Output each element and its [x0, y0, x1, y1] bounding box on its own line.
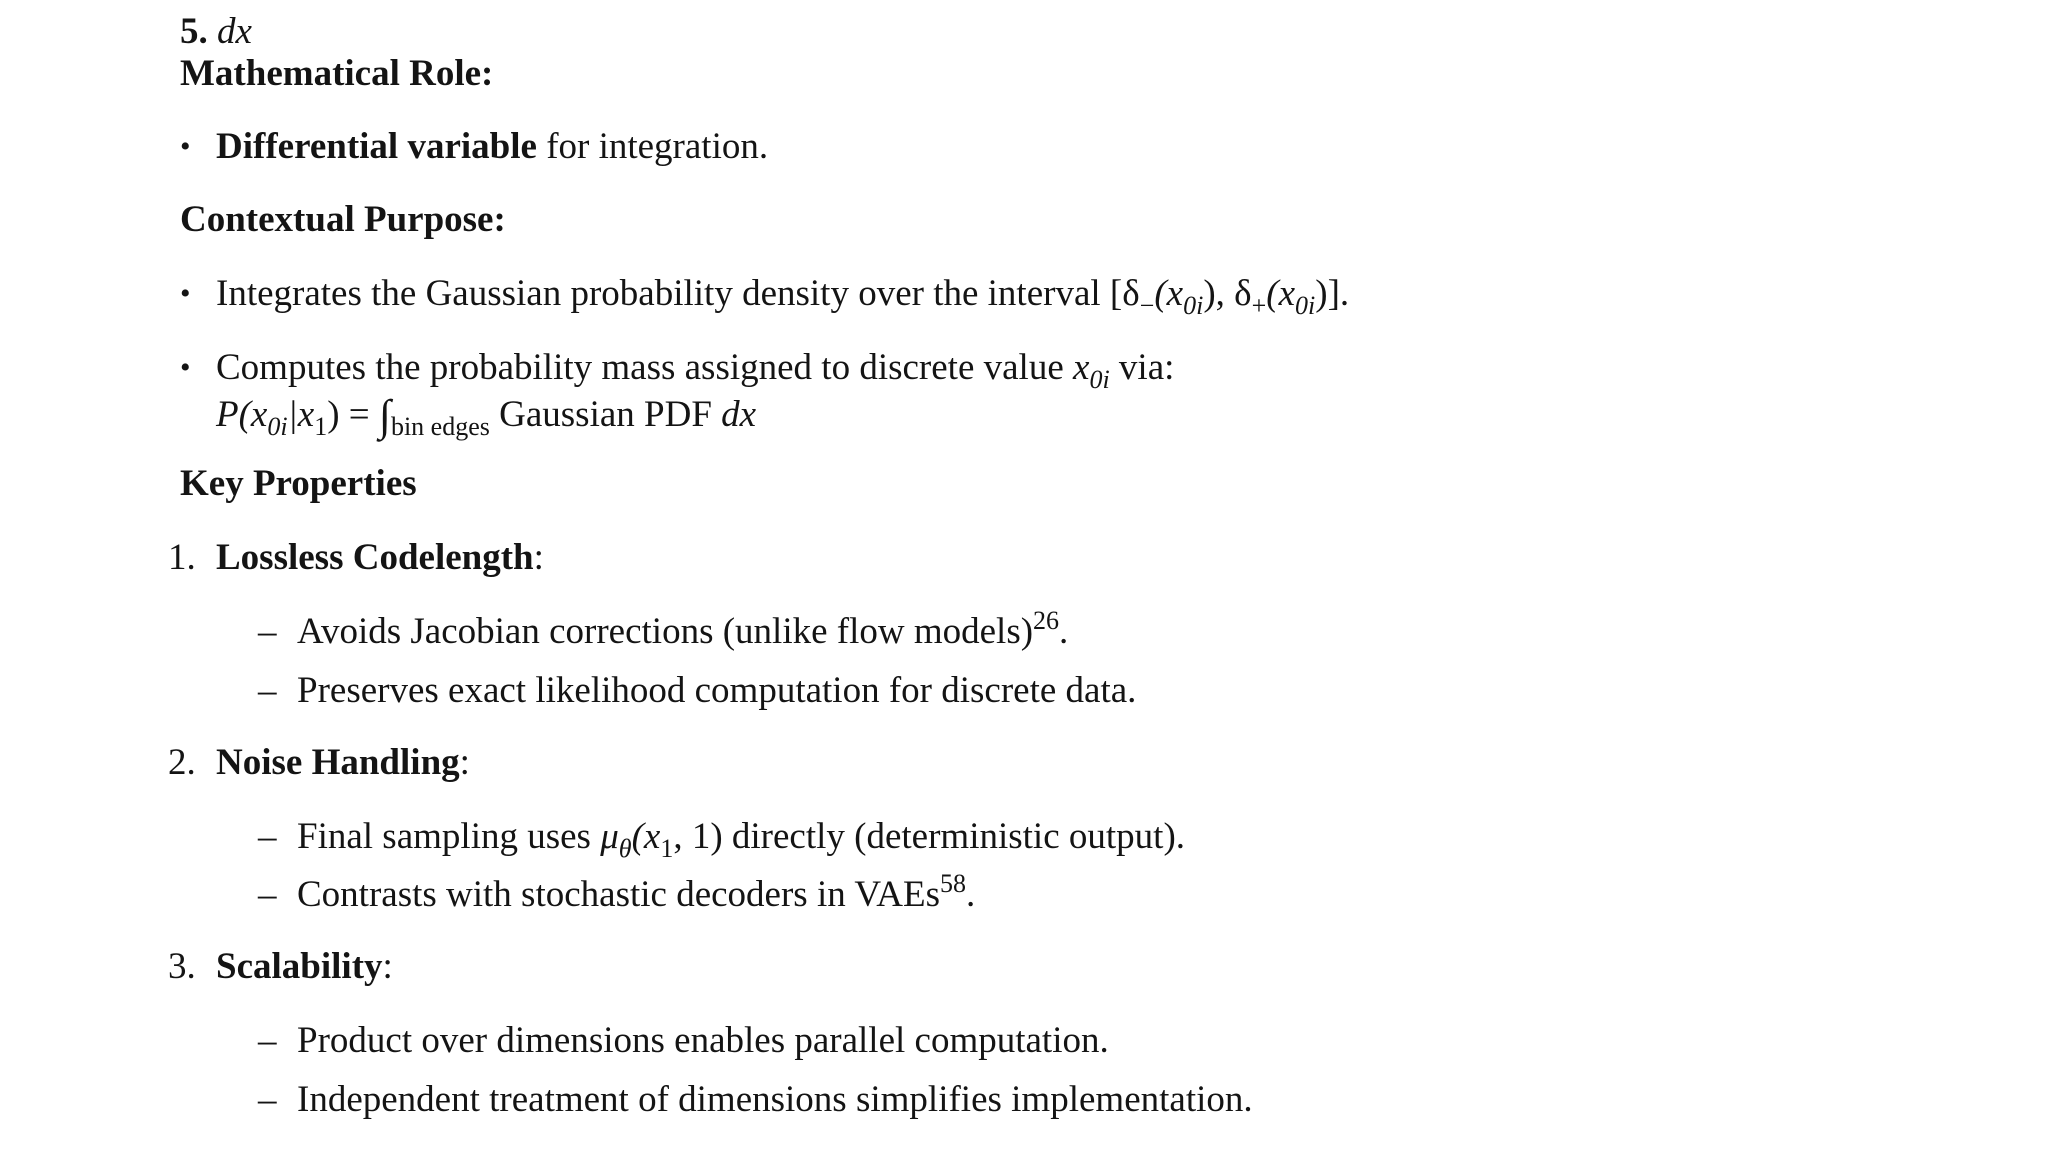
subscript: 0i [1089, 365, 1110, 394]
sub-text: Contrasts with stochastic decoders in VAEs [297, 874, 940, 915]
theta-subscript: θ [618, 834, 632, 863]
bullet-marker: • [180, 351, 191, 384]
math-role-title: Mathematical Role: [180, 53, 494, 94]
section-number: 5. [180, 11, 208, 52]
item-colon: : [459, 742, 470, 783]
item-colon: : [533, 537, 544, 578]
sub-text: Final sampling uses [297, 816, 601, 857]
item-2-sub-1 [297, 815, 1185, 862]
context-bullet-1 [216, 272, 1349, 319]
bullet-marker: • [180, 277, 191, 310]
delta-minus: − [1139, 291, 1155, 320]
math-role-bullet [216, 125, 768, 169]
variable: x [1073, 347, 1090, 388]
item-title: Noise Handling [216, 742, 460, 783]
item-number: 1. [168, 537, 196, 578]
item-title: Lossless Codelength [216, 537, 534, 578]
dash-marker: – [258, 611, 277, 652]
item-2-sub-2 [297, 869, 976, 920]
section-heading [180, 10, 252, 54]
sub-text-post: directly (deterministic output). [722, 816, 1186, 857]
dash-marker: – [258, 874, 277, 915]
arg-open: (x [1266, 273, 1296, 314]
integral-limits: bin edges [390, 412, 490, 441]
mu-args-end: , 1) [673, 816, 723, 857]
sub-text: Avoids Jacobian corrections (unlike flow models) [297, 611, 1034, 652]
item-number: 3. [168, 946, 196, 987]
bullet-marker: • [180, 130, 191, 163]
item-colon: : [382, 946, 393, 987]
dash-marker: – [258, 1079, 277, 1120]
formula-rest: Gaussian PDF [489, 394, 722, 435]
arg-open: (x [1154, 273, 1184, 314]
item-3-sub-1: Product over dimensions enables parallel computation. [297, 1020, 1109, 1061]
subscript: 0i [1183, 291, 1204, 320]
subscript: 1 [660, 834, 674, 863]
mu-symbol: μ [600, 816, 619, 857]
sub-end: . [1059, 611, 1069, 652]
context-bullet-2 [216, 346, 1174, 393]
context-bullet-2-end: via: [1109, 347, 1175, 388]
item-title: Scalability [216, 946, 383, 987]
formula-dx: dx [721, 394, 757, 435]
item-number: 2. [168, 742, 196, 783]
math-role-bold: Differential variable [216, 126, 537, 167]
formula-cond: |x [287, 394, 315, 435]
section-symbol: dx [217, 11, 252, 52]
integral-sign: ∫ [378, 391, 391, 440]
context-bullet-2-text: Computes the probability mass assigned to discrete value [216, 347, 1073, 388]
arg-sep: ), δ [1203, 273, 1252, 314]
mu-args: (x [631, 816, 661, 857]
context-title: Contextual Purpose: [180, 199, 506, 240]
key-properties-title: Key Properties [180, 463, 417, 504]
sub-end: . [965, 874, 976, 915]
item-3-title [216, 945, 393, 989]
dash-marker: – [258, 816, 277, 857]
item-1-title [216, 536, 544, 580]
citation: 58 [939, 869, 966, 898]
dash-marker: – [258, 670, 277, 711]
item-3-sub-2: Independent treatment of dimensions simplifies implementation. [297, 1079, 1253, 1120]
interval-close: )]. [1315, 273, 1350, 314]
context-bullet-1-text: Integrates the Gaussian probability density over the interval [δ [216, 273, 1140, 314]
item-1-sub-1 [297, 606, 1069, 657]
dash-marker: – [258, 1020, 277, 1061]
subscript: 1 [314, 412, 328, 441]
probability-formula [216, 390, 756, 440]
subscript: 0i [1295, 291, 1316, 320]
math-role-rest: for integration. [536, 126, 769, 167]
formula-eq: ) = [327, 394, 379, 435]
item-2-title [216, 741, 470, 785]
citation: 26 [1033, 606, 1060, 635]
subscript: 0i [267, 412, 288, 441]
item-1-sub-2: Preserves exact likelihood computation for discrete data. [297, 670, 1137, 711]
formula-p: P(x [216, 394, 268, 435]
delta-plus: + [1251, 291, 1267, 320]
